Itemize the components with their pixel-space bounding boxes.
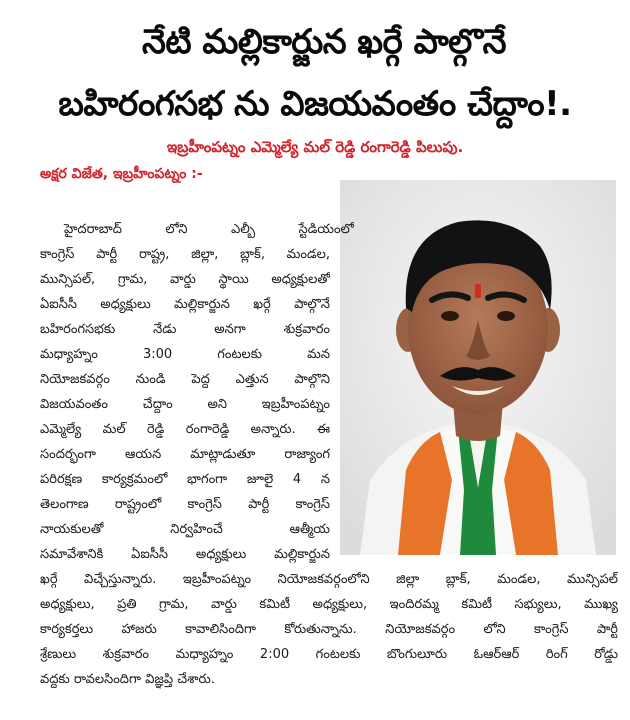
body-line: అధ్యక్షులు, ప్రతి గ్రామ, వార్డు కమిటీ అధ్యక్షులు, ఇందిరమ్మ కమిటీ సభ్యులు, ముఖ్య xyxy=(40,597,618,612)
body-line: నియోజకవర్గం నుండి పెద్ద ఎత్తున పాల్గొని xyxy=(40,372,330,387)
body-line: శ్రేణులు శుక్రవారం మధ్యాహ్నం 2:00 గంటలకు బొంగులూరు ఓఆర్ఆర్ రింగ్ రోడ్డు xyxy=(40,647,618,662)
body-line: సందర్భంగా ఆయన మాట్లాడుతూ రాజ్యాంగ xyxy=(40,447,330,462)
body-line: పరిరక్షణ కార్యక్రమంలో భాగంగా జూలై 4 న xyxy=(40,472,330,487)
headline-line-1: నేటి మల్లికార్జున ఖర్గే పాల్గొనే xyxy=(141,22,507,62)
body-line: బహిరంగసభకు నేడు అనగా శుక్రవారం xyxy=(40,322,330,337)
body-line: విజయవంతం చేద్దాం అని ఇబ్రహీంపట్నం xyxy=(40,397,330,412)
article-body xyxy=(40,217,618,692)
body-line: కార్యకర్తలు హాజరు కావాలిసిందిగా కోరుతున్నాను. నియోజకవర్గం లోని కాంగ్రెస్ పార్టీ xyxy=(40,622,618,637)
body-line: వద్దకు రావలసిందిగా విజ్ఞప్తి చేశారు. xyxy=(40,672,215,687)
byline: అక్షర విజేత, ఇబ్రహీంపట్నం :- xyxy=(40,166,203,182)
body-line: మున్సిపల్, గ్రామ, వార్డు స్థాయి అధ్యక్షులతో xyxy=(40,272,330,287)
body-line: కాంగ్రెస్ పార్టీ రాష్ట్ర, జిల్లా, బ్లాక్, మండల, xyxy=(40,247,330,262)
body-line: హైదరాబాద్ లోని ఎల్బీ స్టేడియంలో xyxy=(64,222,354,237)
body-line: నాయకులతో నిర్వహించే ఆత్మీయ xyxy=(40,522,330,537)
headline-line-2: బహిరంగసభ ను విజయవంతం చేద్దాం!. xyxy=(58,84,572,124)
body-line: ఎమ్మెల్యే మల్ రెడ్డి రంగారెడ్డి అన్నారు. ఈ xyxy=(40,422,330,437)
body-line: ఖర్గే విచ్చేస్తున్నారు. ఇబ్రహీంపట్నం నియోజకవర్గంలోని జిల్లా బ్లాక్, మండల, మున్సిపల్ xyxy=(40,572,618,587)
body-line: మధ్యాహ్నం 3:00 గంటలకు మన xyxy=(40,347,330,362)
subheadline: ఇబ్రహీంపట్నం ఎమ్మెల్యే మల్ రెడ్డి రంగారెడ్డి పిలుపు. xyxy=(166,138,464,156)
body-line: సమావేశానికి ఏఐసీసీ అధ్యక్షులు మల్లికార్జున xyxy=(40,547,330,562)
body-line: తెలంగాణ రాష్ట్రంలో కాంగ్రెస్ పార్టీ కాంగ్రెస్ xyxy=(40,497,330,512)
body-line: ఏఐసీసీ అధ్యక్షులు మల్లికార్జున ఖర్గే పాల్గొనే xyxy=(40,297,330,312)
